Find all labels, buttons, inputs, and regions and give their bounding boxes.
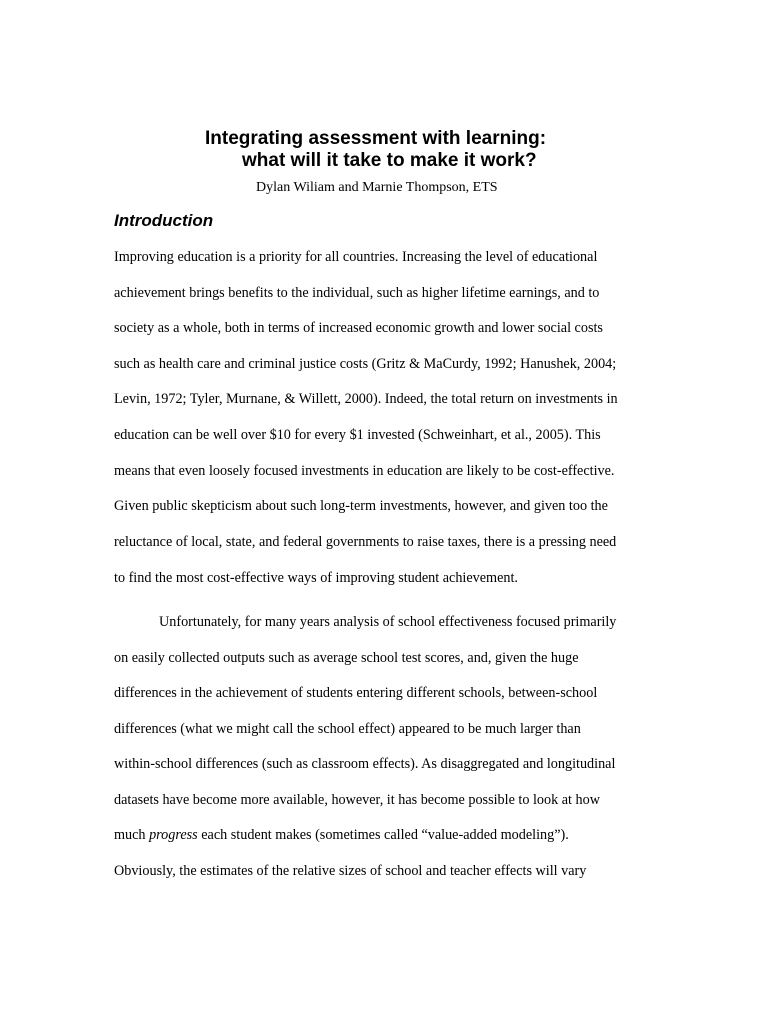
paragraph-2-line: within-school differences (such as classroom effects). As disaggregated and longitudinal — [114, 756, 616, 772]
paragraph-2-line: differences (what we might call the school effect) appeared to be much larger than — [114, 721, 581, 737]
title-line-2: what will it take to make it work? — [242, 150, 537, 171]
paragraph-2-line: Obviously, the estimates of the relative sizes of school and teacher effects will vary — [114, 863, 587, 879]
paragraph-1-line: society as a whole, both in terms of increased economic growth and lower social costs — [114, 320, 603, 336]
paragraph-1-line: to find the most cost-effective ways of improving student achievement. — [114, 570, 518, 586]
section-heading: Introduction — [114, 211, 214, 230]
paragraph-2-line: Unfortunately, for many years analysis of school effectiveness focused primarily — [159, 614, 617, 630]
paragraph-2-line: on easily collected outputs such as average school test scores, and, given the huge — [114, 650, 579, 666]
text-run: each student makes (sometimes called “value-added modeling”). — [197, 827, 569, 843]
authors: Dylan Wiliam and Marnie Thompson, ETS — [256, 180, 498, 195]
paragraph-1-line: Given public skepticism about such long-term investments, however, and given too the — [114, 498, 608, 514]
paragraph-1-line: Improving education is a priority for all countries. Increasing the level of educational — [114, 249, 598, 265]
paragraph-1-line: education can be well over $10 for every $1 invested (Schweinhart, et al., 2005). This — [114, 427, 601, 443]
paragraph-1-line: Levin, 1972; Tyler, Murnane, & Willett, 2000). Indeed, the total return on investments in — [114, 391, 618, 407]
emphasis-progress: progress — [149, 827, 198, 843]
paragraph-1-line: such as health care and criminal justice costs (Gritz & MaCurdy, 1992; Hanushek, 2004; — [114, 356, 617, 372]
paragraph-1-line: reluctance of local, state, and federal governments to raise taxes, there is a pressing need — [114, 534, 617, 550]
title-line-1: Integrating assessment with learning: — [205, 128, 547, 149]
paragraph-2-line: datasets have become more available, however, it has become possible to look at how — [114, 792, 600, 808]
paragraph-1-line: achievement brings benefits to the individual, such as higher lifetime earnings, and to — [114, 285, 600, 301]
paragraph-1-line: means that even loosely focused investments in education are likely to be cost-effective. — [114, 463, 615, 479]
paragraph-2-line — [114, 826, 569, 844]
text-run: much — [114, 827, 150, 843]
paragraph-2-line: differences in the achievement of students entering different schools, between-school — [114, 685, 598, 701]
